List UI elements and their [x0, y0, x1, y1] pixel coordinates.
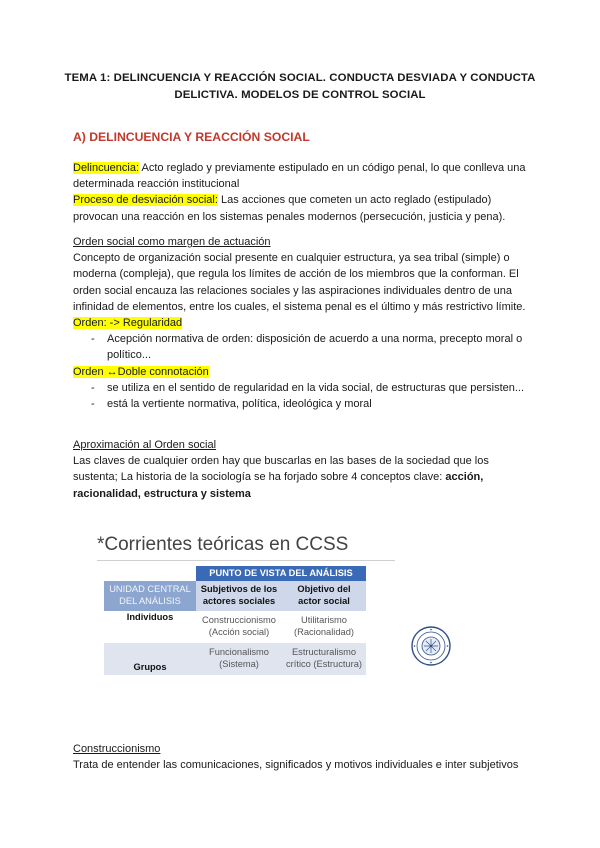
- orden-social-block: [73, 234, 533, 412]
- list-item: - se utiliza en el sentido de regularidad en la vida social, de estructuras que persisten...: [73, 380, 533, 396]
- slide-title: *Corrientes teóricas en CCSS: [97, 534, 349, 555]
- delincuencia-term: Delincuencia:: [73, 162, 140, 174]
- slide-divider: [97, 560, 395, 561]
- table-row: [104, 611, 366, 643]
- orden-social-heading: Orden social como margen de actuación: [73, 236, 271, 248]
- table-header: PUNTO DE VISTA DEL ANÁLISIS: [196, 566, 366, 581]
- table-empty-cell: [104, 566, 196, 581]
- table-col-header-2: Objetivo del actor social: [282, 581, 366, 611]
- theories-table: [104, 566, 366, 675]
- document-title: [60, 70, 540, 104]
- construccionismo-heading: Construccionismo: [73, 743, 161, 755]
- aproximacion-text: Las claves de cualquier orden hay que buscarlas en las bases de la sociedad que los sustenta; La historia de la sociología se ha forjado sobre 4 conceptos clave:: [73, 455, 489, 484]
- theories-slide-image: [92, 530, 410, 700]
- section-heading-a: A) DELINCUENCIA Y REACCIÓN SOCIAL: [73, 130, 310, 144]
- table-col-header-1: Subjetivos de los actores sociales: [196, 581, 282, 611]
- aproximacion-bold: acción, racionalidad, estructura y sistema: [73, 471, 484, 500]
- university-seal-icon: [410, 625, 452, 667]
- construccionismo-block: [73, 741, 533, 773]
- title-line-1: TEMA 1: DELINCUENCIA Y REACCIÓN SOCIAL. CONDUCTA DESVIADA Y CONDUCTA: [64, 72, 536, 84]
- delincuencia-text: Acto reglado y previamente estipulado en un código penal, lo que conlleva una determinada reacción institucional: [73, 162, 526, 191]
- proceso-text: Las acciones que cometen un acto reglado (estipulado) provocan una reacción en los sistemas penales modernos (persecución, justicia y pena).: [73, 194, 506, 223]
- table-row-label: Grupos: [104, 643, 196, 675]
- orden-regularidad-label: Orden: -> Regularidad: [73, 317, 183, 330]
- list-item: - está la vertiente normativa, política, ideológica y moral: [73, 396, 533, 412]
- table-cell: Construccionismo (Acción social): [196, 611, 282, 643]
- aproximacion-paragraph: [73, 453, 533, 502]
- orden-doble-list: [73, 380, 533, 412]
- aproximacion-block: [73, 437, 533, 502]
- aproximacion-heading: Aproximación al Orden social: [73, 439, 217, 451]
- orden-social-paragraph: Concepto de organización social presente en cualquier estructura, ya sea tribal (simple) o moderna (compleja), que regula los límites de acción de los miembros que la conforman. El orden social encauza las relaciones sociales y las aspiraciones individuales dentro de una infinidad de elementos, entre los cuales, el sistema penal es el último y más restrictivo límite.: [73, 252, 526, 313]
- list-item: - Acepción normativa de orden: disposición de acuerdo a una norma, precepto moral o político...: [73, 331, 533, 363]
- table-cell: Funcionalismo (Sistema): [196, 643, 282, 675]
- definitions-block: [73, 160, 533, 225]
- orden-regularidad-list: [73, 331, 533, 363]
- table-unit-cell: UNIDAD CENTRAL DEL ANÁLISIS: [104, 581, 196, 611]
- construccionismo-text: Trata de entender las comunicaciones, significados y motivos individuales e inter subjetivos: [73, 759, 519, 772]
- proceso-definition: [73, 192, 533, 224]
- proceso-term: Proceso de desviación social:: [73, 194, 218, 207]
- table-cell: Estructuralismo crítico (Estructura): [282, 643, 366, 675]
- delincuencia-definition: [73, 160, 533, 192]
- table-cell: Utilitarismo (Racionalidad): [282, 611, 366, 643]
- table-row: [104, 643, 366, 675]
- table-row-label: Individuos: [104, 611, 196, 643]
- title-line-2: DELICTIVA. MODELOS DE CONTROL SOCIAL: [174, 89, 426, 101]
- orden-doble-label: Orden ↔Doble connotación: [73, 365, 209, 378]
